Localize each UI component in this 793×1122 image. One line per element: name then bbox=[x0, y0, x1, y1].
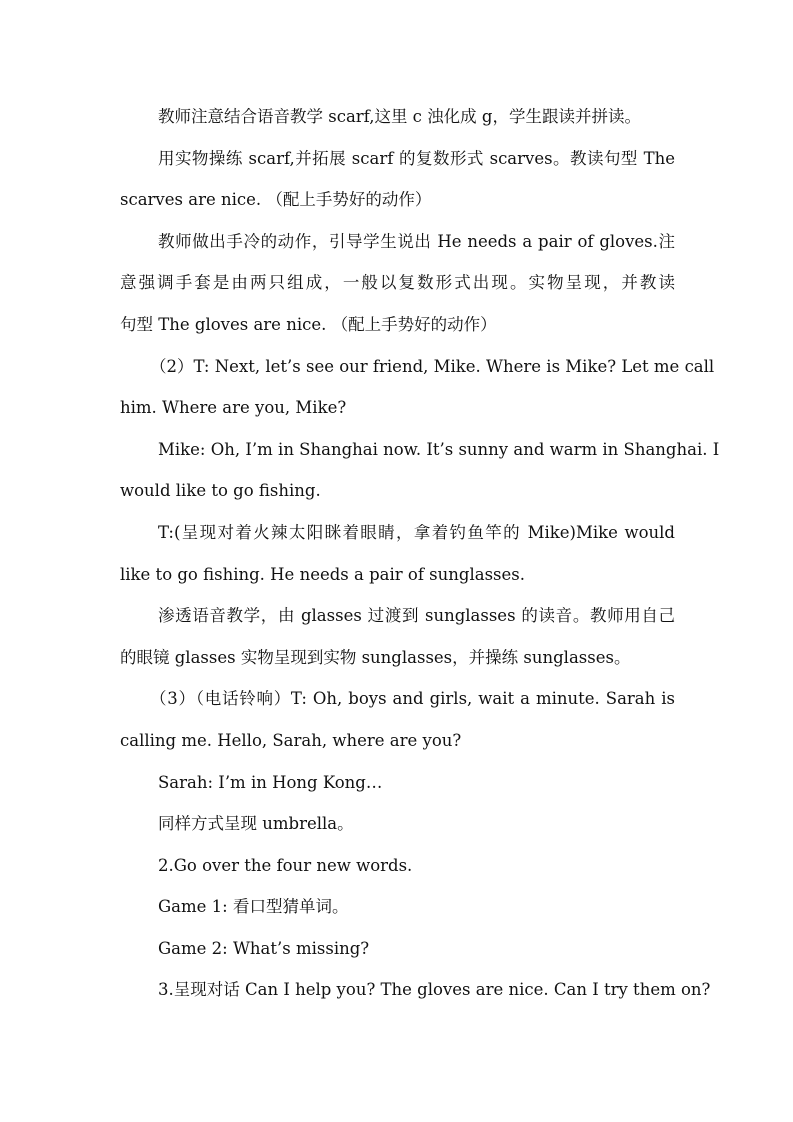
text-line-18: 同样方式呈现 umbrella。 bbox=[158, 814, 354, 834]
text-line-13: 渗透语音教学，由 glasses 过渡到 sunglasses 的读音。教师用自己 bbox=[158, 606, 675, 626]
text-line-6: 句型 The gloves are nice. （配上手势好的动作） bbox=[120, 314, 497, 334]
text-line-4: 教师做出手冷的动作，引导学生说出 He needs a pair of gloves.注 bbox=[158, 231, 675, 251]
text-line-11: T:(呈现对着火辣太阳眯着眼睛，拿着钓鱼竿的 Mike)Mike would bbox=[158, 522, 675, 542]
text-line-22: 3.呈现对话 Can I help you? The gloves are nice. Can I try them on? bbox=[158, 980, 711, 1000]
text-line-10: would like to go fishing. bbox=[120, 481, 321, 501]
text-line-17: Sarah: I’m in Hong Kong… bbox=[158, 772, 383, 792]
text-line-15: （3）（电话铃响）T: Oh, boys and girls, wait a minute. Sarah is bbox=[150, 689, 675, 709]
text-line-7: （2）T: Next, let’s see our friend, Mike. Where is Mike? Let me call bbox=[150, 356, 715, 376]
text-line-9: Mike: Oh, I’m in Shanghai now. It’s sunny and warm in Shanghai. I bbox=[158, 439, 720, 459]
text-line-3: scarves are nice. （配上手势好的动作） bbox=[120, 190, 432, 210]
text-line-20: Game 1: 看口型猜单词。 bbox=[158, 897, 349, 917]
text-line-8: him. Where are you, Mike? bbox=[120, 398, 347, 418]
text-line-1: 教师注意结合语音教学 scarf,这里 c 浊化成 g，学生跟读并拼读。 bbox=[158, 107, 641, 126]
text-line-12: like to go fishing. He needs a pair of sunglasses. bbox=[120, 564, 525, 584]
text-line-16: calling me. Hello, Sarah, where are you? bbox=[120, 730, 462, 750]
text-line-19: 2.Go over the four new words. bbox=[158, 855, 413, 875]
text-line-21: Game 2: What’s missing? bbox=[158, 938, 370, 958]
document-body bbox=[0, 96, 793, 1011]
text-line-5: 意强调手套是由两只组成，一般以复数形式出现。实物呈现，并教读 bbox=[120, 273, 675, 293]
text-line-14: 的眼镜 glasses 实物呈现到实物 sunglasses，并操练 sunglasses。 bbox=[120, 647, 631, 667]
text-line-2: 用实物操练 scarf,并拓展 scarf 的复数形式 scarves。教读句型 The bbox=[158, 148, 675, 168]
